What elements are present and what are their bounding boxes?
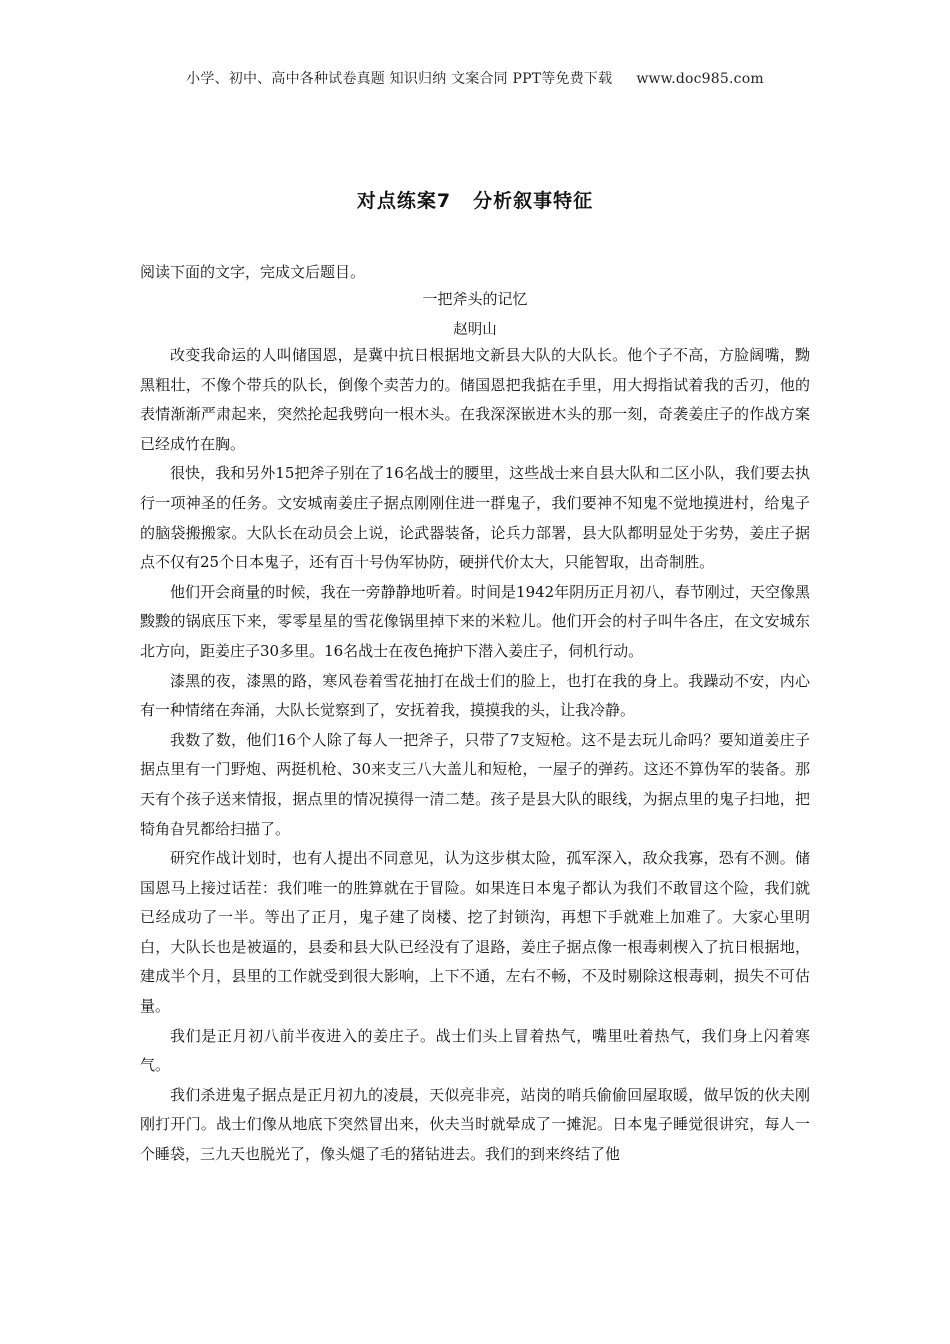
page-header (0, 68, 950, 88)
paragraph: 很快，我和另外15把斧子别在了16名战士的腰里，这些战士来自县大队和二区小队，我们要去执行一项神圣的任务。文安城南姜庄子据点刚刚住进一群鬼子，我们要神不知鬼不觉地摸进村，给鬼子的脑袋搬搬家。大队长在动员会上说，论武器装备，论兵力部署，县大队都明显处于劣势，姜庄子据点不仅有25个日本鬼子，还有百十号伪军协防，硬拼代价太大，只能智取，出奇制胜。 (140, 464, 810, 572)
paragraph: 我们是正月初八前半夜进入的姜庄子。战士们头上冒着热气，嘴里吐着热气，我们身上闪着寒气。 (140, 1026, 810, 1075)
paragraph: 改变我命运的人叫储国恩，是冀中抗日根据地文新县大队的大队长。他个子不高，方脸阔嘴，黝黑粗壮，不像个带兵的队长，倒像个卖苦力的。储国恩把我掂在手里，用大拇指试着我的舌刃，他的表情渐渐严肃起来，突然抡起我劈向一根木头。在我深深嵌进木头的那一刻，奇袭姜庄子的作战方案已经成竹在胸。 (140, 346, 810, 453)
instruction: 阅读下面的文字，完成文后题目。 (140, 263, 366, 281)
title-main: 对点练案7 (356, 190, 452, 212)
header-text: 小学、初中、高中各种试卷真题 知识归纳 文案合同 PPT等免费下载 (186, 71, 613, 87)
paragraph: 漆黑的夜，漆黑的路，寒风卷着雪花抽打在战士们的脸上，也打在我的身上。我躁动不安，内心有一种情绪在奔涌，大队长觉察到了，安抚着我，摸摸我的头，让我冷静。 (140, 671, 810, 720)
paragraph: 研究作战计划时，也有人提出不同意见，认为这步棋太险，孤军深入，敌众我寡，恐有不测。储国恩马上接过话茬：我们唯一的胜算就在于冒险。如果连日本鬼子都认为我们不敢冒这个险，我们就已经成功了一半。等出了正月，鬼子建了岗楼、挖了封锁沟，再想下手就难上加难了。大家心里明白，大队长也是被逼的，县委和县大队已经没有了退路，姜庄子据点像一根毒刺楔入了抗日根据地，建成半个月，县里的工作就受到很大影响，上下不通，左右不畅，不及时剔除这根毒刺，损失不可估量。 (140, 849, 810, 1016)
header-site-link[interactable]: www.doc985.com (636, 71, 764, 87)
document-title (0, 186, 950, 213)
title-sub: 分析叙事特征 (473, 190, 594, 212)
article-title: 一把斧头的记忆 (422, 290, 528, 308)
article-author: 赵明山 (453, 322, 497, 338)
article-body (140, 341, 810, 1170)
paragraph: 我数了数，他们16个人除了每人一把斧子，只带了7支短枪。这不是去玩儿命吗？要知道姜庄子据点里有一门野炮、两挺机枪、30来支三八大盖儿和短枪，一屋子的弹药。这还不算伪军的装备。那天有个孩子送来情报，据点里的情况摸得一清二楚。孩子是县大队的眼线，为据点里的鬼子扫地，把犄角旮旯都给扫描了。 (140, 730, 810, 838)
paragraph: 我们杀进鬼子据点是正月初九的凌晨，天似亮非亮，站岗的哨兵偷偷回屋取暖，做早饭的伙夫刚刚打开门。战士们像从地底下突然冒出来，伙夫当时就晕成了一摊泥。日本鬼子睡觉很讲究，每人一个睡袋，三九天也脱光了，像头煺了毛的猪钻进去。我们的到来终结了他 (140, 1085, 810, 1164)
paragraph: 他们开会商量的时候，我在一旁静静地听着。时间是1942年阴历正月初八，春节刚过，天空像黑黢黢的锅底压下来，零零星星的雪花像锅里掉下来的米粒儿。他们开会的村子叫牛各庄，在文安城东北方向，距姜庄子30多里。16名战士在夜色掩护下潜入姜庄子，伺机行动。 (140, 582, 810, 660)
